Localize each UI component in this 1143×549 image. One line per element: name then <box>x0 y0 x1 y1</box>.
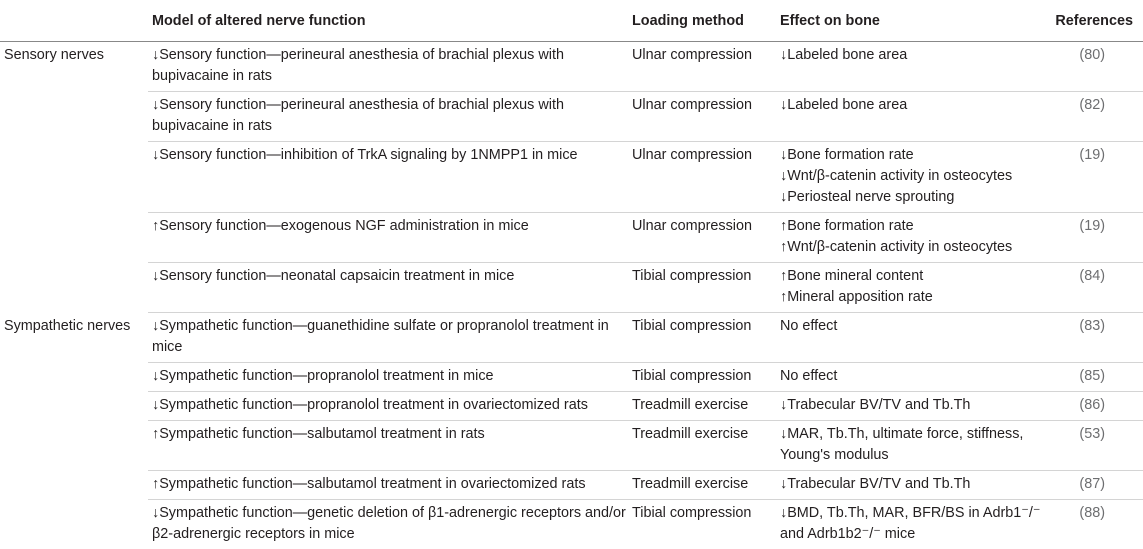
effect-line: ↓BMD, Tb.Th, MAR, BFR/BS in Adrb1⁻/⁻ and Adrb1b2⁻/⁻ mice <box>780 503 1044 545</box>
effect-line: ↑Mineral apposition rate <box>780 287 1044 308</box>
model-cell: ↓Sympathetic function—genetic deletion of β1-adrenergic receptors and/or β2-adrenergic receptors in mice <box>148 500 628 549</box>
effect-cell <box>776 142 1044 213</box>
reference-cell[interactable]: (86) <box>1044 392 1143 421</box>
effect-line: ↓Periosteal nerve sprouting <box>780 187 1044 208</box>
loading-cell: Treadmill exercise <box>628 392 776 421</box>
header-loading-method: Loading method <box>628 0 776 42</box>
effect-line: No effect <box>780 316 1044 337</box>
header-row <box>0 0 1143 42</box>
effect-line: ↓Bone formation rate <box>780 145 1044 166</box>
model-cell: ↓Sympathetic function—propranolol treatment in ovariectomized rats <box>148 392 628 421</box>
reference-cell[interactable]: (53) <box>1044 421 1143 471</box>
model-cell: ↓Sensory function—perineural anesthesia of brachial plexus with bupivacaine in rats <box>148 92 628 142</box>
effect-cell <box>776 42 1044 92</box>
model-cell: ↓Sympathetic function—propranolol treatment in mice <box>148 363 628 392</box>
loading-cell: Ulnar compression <box>628 142 776 213</box>
effect-cell <box>776 500 1044 549</box>
effect-line: ↓Labeled bone area <box>780 45 1044 66</box>
model-cell: ↓Sensory function—neonatal capsaicin treatment in mice <box>148 263 628 313</box>
effect-line: ↓Trabecular BV/TV and Tb.Th <box>780 474 1044 495</box>
loading-cell: Ulnar compression <box>628 213 776 263</box>
table-row <box>0 363 1143 392</box>
effect-line: ↓Labeled bone area <box>780 95 1044 116</box>
effect-cell <box>776 263 1044 313</box>
table-row <box>0 42 1143 92</box>
model-cell: ↑Sympathetic function—salbutamol treatment in rats <box>148 421 628 471</box>
effect-line: ↑Bone formation rate <box>780 216 1044 237</box>
header-effect-on-bone: Effect on bone <box>776 0 1044 42</box>
reference-cell[interactable]: (87) <box>1044 471 1143 500</box>
group-label-sympathetic: Sympathetic nerves <box>0 313 148 549</box>
effect-cell <box>776 92 1044 142</box>
reference-cell[interactable]: (80) <box>1044 42 1143 92</box>
effect-cell <box>776 363 1044 392</box>
header-model: Model of altered nerve function <box>148 0 628 42</box>
model-cell: ↑Sympathetic function—salbutamol treatment in ovariectomized rats <box>148 471 628 500</box>
table-row <box>0 313 1143 363</box>
loading-cell: Tibial compression <box>628 363 776 392</box>
loading-cell: Ulnar compression <box>628 92 776 142</box>
model-cell: ↓Sensory function—inhibition of TrkA signaling by 1NMPP1 in mice <box>148 142 628 213</box>
reference-cell[interactable]: (19) <box>1044 142 1143 213</box>
group-label-sensory: Sensory nerves <box>0 42 148 313</box>
effect-cell <box>776 313 1044 363</box>
effect-line: ↓MAR, Tb.Th, ultimate force, stiffness, Young's modulus <box>780 424 1044 466</box>
loading-cell: Tibial compression <box>628 500 776 549</box>
model-cell: ↑Sensory function—exogenous NGF administration in mice <box>148 213 628 263</box>
effect-line: ↑Wnt/β-catenin activity in osteocytes <box>780 237 1044 258</box>
reference-cell[interactable]: (84) <box>1044 263 1143 313</box>
loading-cell: Treadmill exercise <box>628 421 776 471</box>
effect-line: ↑Bone mineral content <box>780 266 1044 287</box>
loading-cell: Ulnar compression <box>628 42 776 92</box>
reference-cell[interactable]: (83) <box>1044 313 1143 363</box>
effect-line: No effect <box>780 366 1044 387</box>
reference-cell[interactable]: (85) <box>1044 363 1143 392</box>
effect-cell <box>776 421 1044 471</box>
table-row <box>0 92 1143 142</box>
loading-cell: Tibial compression <box>628 313 776 363</box>
table-row <box>0 500 1143 549</box>
loading-cell: Treadmill exercise <box>628 471 776 500</box>
table-row <box>0 263 1143 313</box>
reference-cell[interactable]: (82) <box>1044 92 1143 142</box>
table-row <box>0 142 1143 213</box>
header-references: References <box>1044 0 1143 42</box>
model-cell: ↓Sensory function—perineural anesthesia of brachial plexus with bupivacaine in rats <box>148 42 628 92</box>
effect-cell <box>776 392 1044 421</box>
reference-cell[interactable]: (19) <box>1044 213 1143 263</box>
table-row <box>0 471 1143 500</box>
header-group <box>0 0 148 42</box>
table-row <box>0 421 1143 471</box>
table-row <box>0 392 1143 421</box>
loading-cell: Tibial compression <box>628 263 776 313</box>
effect-cell <box>776 213 1044 263</box>
model-cell: ↓Sympathetic function—guanethidine sulfate or propranolol treatment in mice <box>148 313 628 363</box>
effect-line: ↓Trabecular BV/TV and Tb.Th <box>780 395 1044 416</box>
table-row <box>0 213 1143 263</box>
effect-line: ↓Wnt/β-catenin activity in osteocytes <box>780 166 1044 187</box>
effect-cell <box>776 471 1044 500</box>
reference-cell[interactable]: (88) <box>1044 500 1143 549</box>
